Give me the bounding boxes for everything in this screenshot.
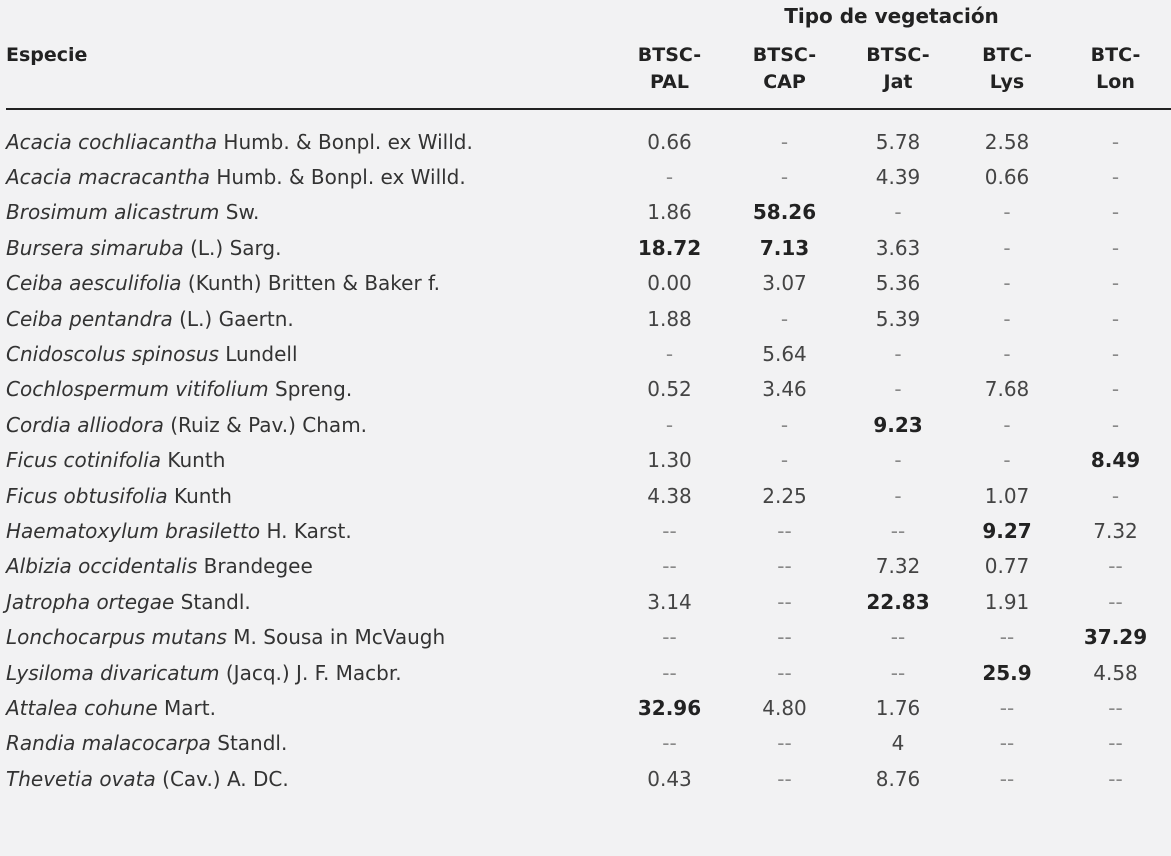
value-cell: - (1111, 342, 1120, 367)
value-cell: - (1111, 235, 1120, 260)
species-authority: (Jacq.) J. F. Macbr. (219, 660, 402, 685)
species-binomial: Acacia macracantha (6, 165, 211, 190)
value-cell: 18.72 (637, 235, 702, 260)
column-header-btc-lon: BTC- Lon (1090, 44, 1141, 93)
species-authority: H. Karst. (260, 518, 352, 543)
species-authority: Humb. & Bonpl. ex Willd. (210, 165, 466, 190)
species-authority: Kunth (161, 448, 226, 473)
table-row (0, 726, 1171, 761)
table-row (0, 159, 1171, 194)
value-cell: 4.58 (1093, 660, 1138, 685)
species-binomial: Lysiloma divaricatum (6, 660, 220, 685)
species-name (0, 301, 612, 336)
value-cell: - (894, 448, 902, 473)
value-cell: -- (890, 660, 906, 685)
value-cell: - (1111, 129, 1120, 154)
species-authority: Standl. (210, 731, 288, 756)
value-cell: 5.78 (875, 129, 921, 154)
species-authority: Brandegee (197, 554, 313, 579)
value-cell: -- (662, 731, 677, 756)
value-cell: 9.27 (982, 518, 1032, 543)
species-authority: Spreng. (268, 377, 353, 402)
table-row (0, 549, 1171, 584)
value-cell: 3.07 (762, 271, 807, 296)
species-binomial: Thevetia ovata (6, 766, 156, 791)
value-cell: -- (777, 766, 792, 791)
value-cell: - (894, 377, 902, 402)
species-binomial: Cnidoscolus spinosus (6, 342, 219, 367)
table-body (0, 124, 1171, 796)
value-cell: 1.30 (647, 448, 692, 473)
value-cell: - (665, 412, 674, 437)
species-name (0, 513, 612, 548)
value-cell: - (894, 200, 902, 225)
species-authority: (Kunth) Britten & Baker f. (181, 271, 441, 296)
table-row (0, 619, 1171, 654)
value-cell: - (1003, 235, 1011, 260)
species-name (0, 266, 612, 301)
value-cell: 5.39 (875, 306, 921, 331)
species-authority: Standl. (174, 589, 251, 614)
species-binomial: Ceiba aesculifolia (6, 271, 182, 296)
species-name (0, 726, 612, 761)
species-binomial: Ceiba pentandra (6, 306, 173, 331)
value-cell: -- (777, 660, 792, 685)
species-name (0, 690, 612, 725)
value-cell: -- (777, 589, 792, 614)
value-cell: -- (1108, 695, 1123, 720)
value-cell: -- (1108, 589, 1123, 614)
species-authority: Mart. (157, 695, 216, 720)
species-column-header: Especie (6, 44, 88, 66)
value-cell: 32.96 (637, 695, 702, 720)
value-cell: 1.91 (984, 589, 1030, 614)
species-authority: Lundell (218, 342, 298, 367)
value-cell: - (665, 165, 674, 190)
value-cell: 22.83 (866, 589, 930, 614)
species-binomial: Albizia occidentalis (6, 554, 198, 579)
value-cell: - (1111, 483, 1120, 508)
table-row (0, 230, 1171, 265)
value-cell: 3.63 (875, 235, 921, 260)
value-cell: - (665, 342, 674, 367)
species-name (0, 584, 612, 619)
value-cell: 4 (891, 731, 905, 756)
value-cell: 0.00 (647, 271, 692, 296)
value-cell: 5.36 (875, 271, 921, 296)
species-binomial: Jatropha ortegae (6, 589, 175, 614)
species-binomial: Ficus cotinifolia (6, 448, 162, 473)
species-name (0, 230, 612, 265)
value-cell: 2.58 (984, 129, 1030, 154)
value-cell: -- (1108, 766, 1123, 791)
value-cell: - (780, 448, 789, 473)
value-cell: 2.25 (762, 483, 807, 508)
value-cell: - (780, 412, 789, 437)
value-cell: -- (662, 554, 677, 579)
table-row (0, 301, 1171, 336)
species-binomial: Bursera simaruba (6, 235, 184, 260)
value-cell: -- (777, 625, 792, 650)
table-row (0, 690, 1171, 725)
species-name (0, 336, 612, 371)
value-cell: -- (1108, 554, 1123, 579)
header-rule (6, 108, 1171, 110)
table-row (0, 124, 1171, 159)
value-cell: 1.76 (875, 695, 921, 720)
value-cell: -- (777, 554, 792, 579)
value-cell: -- (662, 625, 677, 650)
column-header-btsc-cap: BTSC- CAP (752, 44, 817, 93)
species-name (0, 549, 612, 584)
value-cell: -- (999, 766, 1015, 791)
species-name (0, 478, 612, 513)
value-cell: - (1111, 377, 1120, 402)
value-cell: 0.66 (647, 129, 692, 154)
value-cell: 4.80 (762, 695, 807, 720)
species-name (0, 443, 612, 478)
table-row (0, 195, 1171, 230)
value-cell: - (780, 306, 789, 331)
value-cell: -- (1108, 731, 1123, 756)
table-row (0, 655, 1171, 690)
value-cell: 4.38 (647, 483, 692, 508)
species-binomial: Lonchocarpus mutans (6, 625, 227, 650)
value-cell: 0.66 (984, 165, 1030, 190)
species-binomial: Attalea cohune (6, 695, 158, 720)
species-binomial: Cordia alliodora (6, 412, 164, 437)
value-cell: 0.52 (647, 377, 692, 402)
species-binomial: Haematoxylum brasiletto (6, 518, 261, 543)
species-name (0, 124, 612, 159)
species-name (0, 655, 612, 690)
value-cell: 8.49 (1090, 448, 1141, 473)
species-authority: (Ruiz & Pav.) Cham. (163, 412, 368, 437)
value-cell: -- (890, 518, 906, 543)
value-cell: -- (662, 660, 677, 685)
table-row (0, 336, 1171, 371)
value-cell: - (1003, 200, 1011, 225)
value-cell: 3.14 (647, 589, 692, 614)
species-name (0, 761, 612, 796)
value-cell: - (1003, 306, 1011, 331)
value-cell: - (780, 165, 789, 190)
table-row (0, 478, 1171, 513)
species-binomial: Randia malacocarpa (6, 731, 211, 756)
species-name (0, 619, 612, 654)
value-cell: 7.68 (984, 377, 1030, 402)
value-cell: - (1111, 165, 1120, 190)
value-cell: 25.9 (982, 660, 1032, 685)
value-cell: 7.32 (875, 554, 921, 579)
value-cell: - (894, 342, 902, 367)
value-cell: - (1003, 342, 1011, 367)
value-cell: - (1111, 271, 1120, 296)
value-cell: 37.29 (1083, 625, 1148, 650)
species-binomial: Ficus obtusifolia (6, 483, 168, 508)
table-row (0, 407, 1171, 442)
value-cell: -- (999, 625, 1015, 650)
value-cell: - (894, 483, 902, 508)
species-authority: Kunth (167, 483, 232, 508)
value-cell: - (1111, 412, 1120, 437)
table-row (0, 584, 1171, 619)
value-cell: 4.39 (875, 165, 921, 190)
table-row (0, 372, 1171, 407)
value-cell: -- (999, 731, 1015, 756)
value-cell: -- (777, 518, 792, 543)
value-cell: -- (662, 518, 677, 543)
value-cell: 8.76 (875, 766, 921, 791)
table-row (0, 266, 1171, 301)
value-cell: 1.07 (984, 483, 1030, 508)
species-authority: Sw. (219, 200, 260, 225)
value-cell: - (1111, 306, 1120, 331)
species-binomial: Brosimum alicastrum (6, 200, 220, 225)
value-cell: -- (777, 731, 792, 756)
species-binomial: Acacia cochliacantha (6, 129, 218, 154)
value-cell: 5.64 (762, 342, 807, 367)
table-row (0, 443, 1171, 478)
species-name (0, 372, 612, 407)
species-binomial: Cochlospermum vitifolium (6, 377, 269, 402)
table-row (0, 761, 1171, 796)
value-cell: - (1003, 271, 1011, 296)
vegetation-type-header: Tipo de vegetación (784, 4, 999, 28)
species-name (0, 159, 612, 194)
value-cell: -- (890, 625, 906, 650)
value-cell: - (1003, 448, 1011, 473)
species-authority: (L.) Gaertn. (172, 306, 294, 331)
species-authority: (L.) Sarg. (183, 235, 282, 260)
species-name (0, 195, 612, 230)
species-name (0, 407, 612, 442)
value-cell: - (1003, 412, 1011, 437)
value-cell: -- (999, 695, 1015, 720)
column-header-btc-lys: BTC- Lys (982, 44, 1032, 93)
value-cell: 1.86 (647, 200, 692, 225)
value-cell: 1.88 (647, 306, 692, 331)
value-cell: 0.43 (647, 766, 692, 791)
species-authority: Humb. & Bonpl. ex Willd. (217, 129, 473, 154)
value-cell: 0.77 (984, 554, 1030, 579)
species-authority: M. Sousa in McVaugh (226, 625, 446, 650)
column-header-btsc-pal: BTSC- PAL (637, 44, 702, 93)
species-authority: (Cav.) A. DC. (155, 766, 289, 791)
value-cell: - (1111, 200, 1120, 225)
column-header-btsc-jat: BTSC- Jat (866, 44, 930, 93)
value-cell: - (780, 129, 789, 154)
value-cell: 7.13 (759, 235, 810, 260)
value-cell: 9.23 (873, 412, 923, 437)
value-cell: 58.26 (752, 200, 817, 225)
value-cell: 3.46 (762, 377, 807, 402)
value-cell: 7.32 (1093, 518, 1138, 543)
species-table (0, 124, 1171, 796)
table-row (0, 513, 1171, 548)
